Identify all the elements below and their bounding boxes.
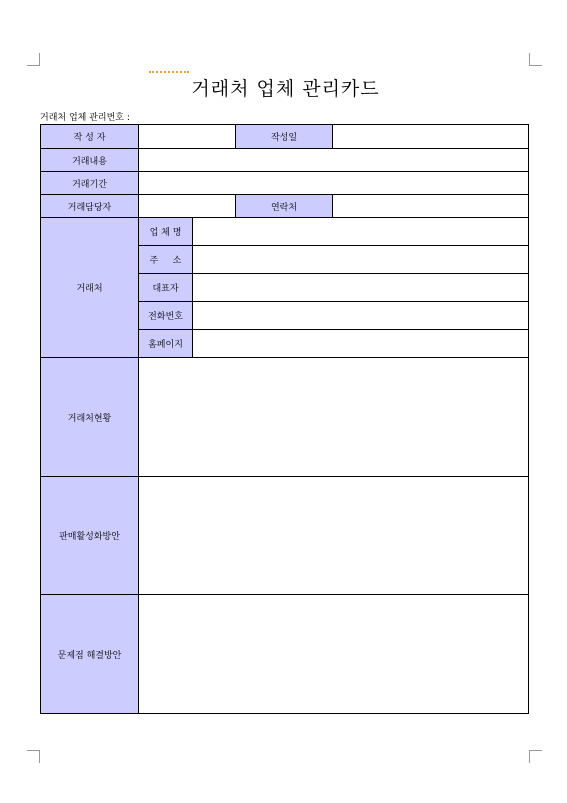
- crop-mark-bottom-right: [529, 750, 542, 763]
- table-row: [41, 125, 529, 149]
- period-label: 거래기간: [41, 172, 139, 195]
- table-row: [41, 195, 529, 218]
- sales-field[interactable]: [139, 477, 529, 595]
- address-field[interactable]: [193, 246, 529, 274]
- document-title[interactable]: 거래처 업체 관리카드: [191, 78, 380, 100]
- homepage-label: 홈페이지: [139, 330, 193, 358]
- contact-field[interactable]: [333, 195, 529, 218]
- date-label: 작성일: [236, 125, 333, 149]
- table-row: [41, 595, 529, 714]
- status-label: 거래처현황: [41, 358, 139, 477]
- ceo-field[interactable]: [193, 274, 529, 302]
- crop-mark-top-left: [27, 53, 40, 66]
- homepage-field[interactable]: [193, 330, 529, 358]
- contact-label: 연락처: [236, 195, 333, 218]
- issues-field[interactable]: [139, 595, 529, 714]
- status-field[interactable]: [139, 358, 529, 477]
- content-label: 거래내용: [41, 149, 139, 172]
- crop-mark-top-right: [529, 53, 542, 66]
- phone-label: 전화번호: [139, 302, 193, 330]
- table-row: [41, 149, 529, 172]
- author-label: 작 성 자: [41, 125, 139, 149]
- ceo-label: 대표자: [139, 274, 193, 302]
- content-field[interactable]: [139, 149, 529, 172]
- period-field[interactable]: [139, 172, 529, 195]
- client-label: 거래처: [41, 218, 139, 358]
- crop-mark-bottom-left: [27, 750, 40, 763]
- phone-field[interactable]: [193, 302, 529, 330]
- table-row: [41, 477, 529, 595]
- manager-field[interactable]: [139, 195, 236, 218]
- table-row: [41, 172, 529, 195]
- table-row: [41, 218, 529, 246]
- manager-label: 거래담당자: [41, 195, 139, 218]
- company-name-label: 업 체 명: [139, 218, 193, 246]
- table-row: [41, 358, 529, 477]
- company-name-field[interactable]: [193, 218, 529, 246]
- address-label: 주 소: [139, 246, 193, 274]
- sales-label: 판매활성화방안: [41, 477, 139, 595]
- author-field[interactable]: [139, 125, 236, 149]
- management-number-label[interactable]: 거래처 업체 관리번호 :: [40, 113, 130, 123]
- issues-label: 문제점 해결방안: [41, 595, 139, 714]
- client-card-table: [40, 124, 529, 714]
- date-field[interactable]: [333, 125, 529, 149]
